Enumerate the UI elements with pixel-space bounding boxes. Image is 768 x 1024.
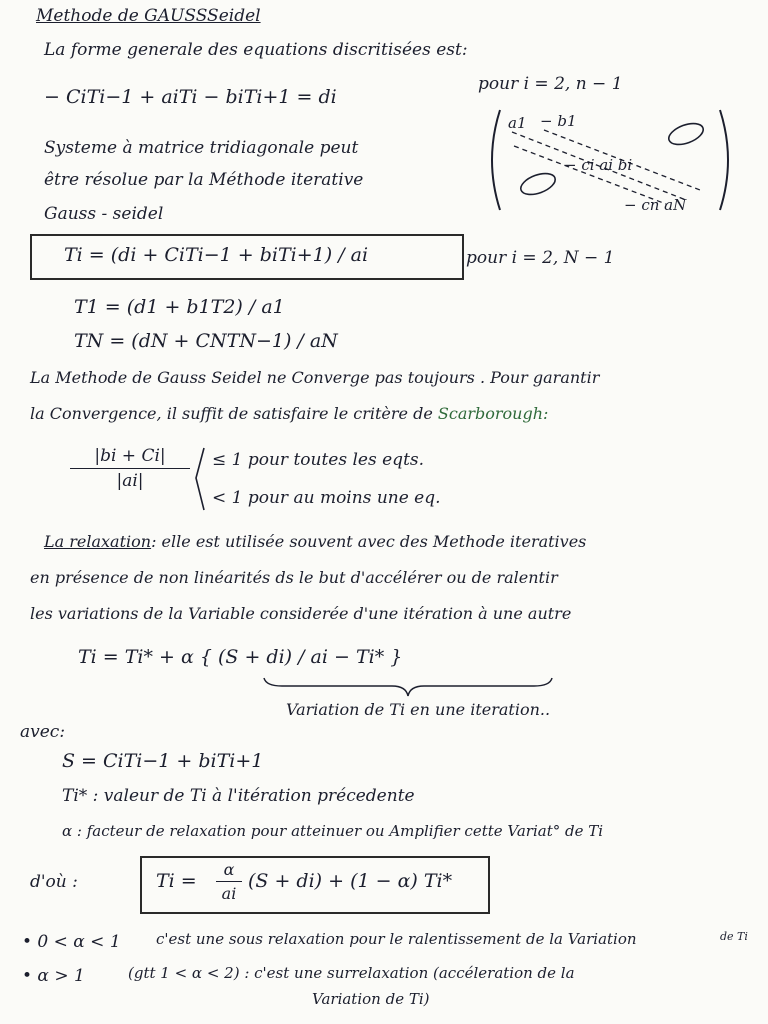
- definition-tstar: Ti* : valeur de Ti à l'itération précedente: [62, 786, 415, 806]
- case-1-superscript: de Ti: [720, 930, 748, 943]
- criterion-denominator: |ai|: [116, 471, 144, 491]
- dou-label: d'où :: [30, 872, 78, 892]
- final-formula-lhs: Ti =: [156, 870, 197, 892]
- matrix-left-bracket: [492, 110, 500, 210]
- convergence-text: la Convergence, il suffit de satisfaire le critère de: [30, 404, 433, 423]
- final-denominator: ai: [221, 884, 237, 903]
- case-2-text-2: Variation de Ti): [312, 990, 430, 1008]
- matrix-right-bracket: [720, 110, 728, 210]
- zero-upper: [666, 119, 706, 148]
- matrix-last-row: − cn aN: [624, 196, 687, 214]
- fraction-bar: [70, 468, 190, 469]
- boundary-tn: TN = (dN + CNTN−1) / aN: [74, 330, 338, 352]
- relaxation-line-3: les variations de la Variable considerée d'une itération à une autre: [30, 604, 572, 623]
- case-1-text: c'est une sous relaxation pour le ralentissement de la Variation: [156, 930, 637, 948]
- avec-label: avec:: [20, 722, 66, 742]
- final-fraction-bar: [216, 881, 242, 882]
- page-title: Methode de GAUSSSeidel: [36, 6, 261, 26]
- tridiagonal-matrix-sketch: [486, 104, 736, 216]
- intro-line-3: être résolue par la Méthode iterative: [44, 170, 364, 190]
- relaxation-line-2: en présence de non linéarités ds le but d'accélérer ou de ralentir: [30, 568, 558, 587]
- final-formula-rest: (S + di) + (1 − α) Ti*: [248, 870, 453, 892]
- convergence-line-2: [30, 404, 548, 423]
- general-equation: − CiTi−1 + aiTi − biTi+1 = di: [44, 86, 337, 108]
- definition-s: S = CiTi−1 + biTi+1: [62, 750, 264, 772]
- relaxation-text: : elle est utilisée souvent avec des Methode iteratives: [151, 532, 587, 551]
- criterion-numerator: |bi + Ci|: [94, 446, 166, 466]
- zero-lower: [518, 169, 558, 198]
- underbrace: [262, 676, 554, 698]
- final-numerator: α: [223, 860, 235, 879]
- intro-line: La forme generale des equations discritisées est:: [44, 40, 468, 60]
- matrix-a1: a1: [508, 114, 527, 132]
- case-1-condition: • 0 < α < 1: [22, 932, 121, 952]
- index-range: pour i = 2, n − 1: [478, 74, 623, 94]
- underbrace-label: Variation de Ti en une iteration..: [286, 700, 551, 719]
- matrix-b1: − b1: [540, 112, 577, 130]
- relaxation-line-1: [44, 532, 586, 551]
- criterion-condition-2: < 1 pour au moins une eq.: [212, 488, 441, 508]
- relaxation-heading: La relaxation: [44, 532, 152, 551]
- main-formula-range: pour i = 2, N − 1: [466, 248, 615, 268]
- final-fraction: [216, 860, 242, 903]
- criterion-fraction: [70, 446, 190, 491]
- case-2-condition: • α > 1: [22, 966, 85, 986]
- case-2-text: (gtt 1 < α < 2) : c'est une surrelaxation (accéleration de la: [128, 964, 575, 982]
- criterion-brace: [192, 446, 206, 512]
- convergence-line-1: La Methode de Gauss Seidel ne Converge pas toujours . Pour garantir: [30, 368, 600, 387]
- relaxation-formula: Ti = Ti* + α { (S + di) / ai − Ti* }: [78, 646, 403, 668]
- definition-alpha: α : facteur de relaxation pour atteinuer ou Amplifier cette Variat° de Ti: [62, 822, 604, 840]
- matrix-middle-row: − ci ai bi: [564, 156, 633, 174]
- boundary-t1: T1 = (d1 + b1T2) / a1: [74, 296, 285, 318]
- main-formula: Ti = (di + CiTi−1 + biTi+1) / ai: [64, 244, 369, 266]
- criterion-condition-1: ≤ 1 pour toutes les eqts.: [212, 450, 425, 470]
- intro-line-4: Gauss - seidel: [44, 204, 164, 224]
- scarborough-name: Scarborough:: [437, 404, 549, 423]
- intro-line-2: Systeme à matrice tridiagonale peut: [44, 138, 359, 158]
